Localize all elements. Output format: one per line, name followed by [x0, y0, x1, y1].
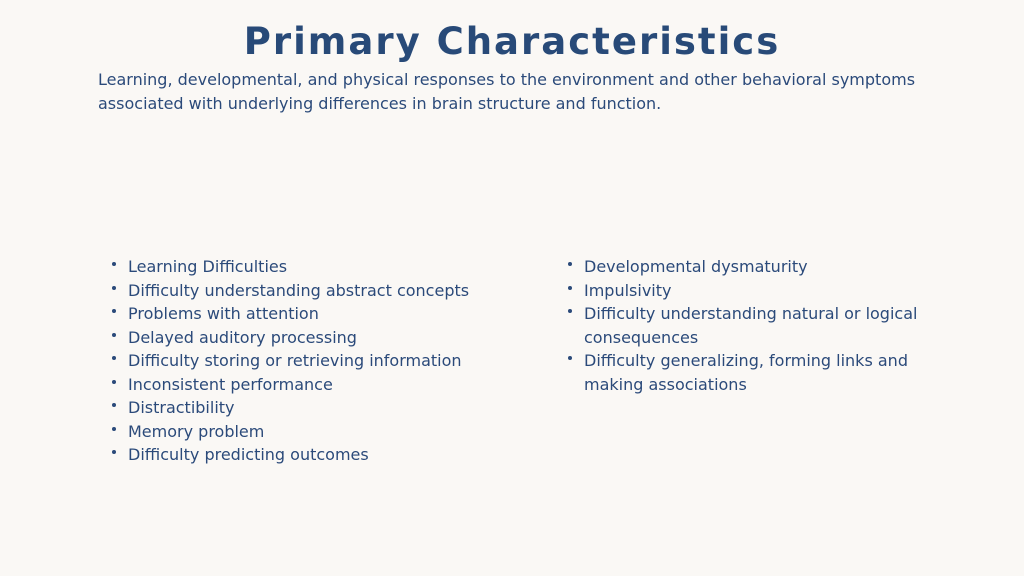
- right-bullet-list: [568, 255, 938, 396]
- list-item-text: Difficulty understanding natural or logical consequences: [584, 304, 918, 347]
- bullet-icon: [112, 427, 116, 431]
- list-item: [112, 302, 512, 326]
- bullet-icon: [112, 286, 116, 290]
- bullet-icon: [112, 262, 116, 266]
- list-item-text: Difficulty storing or retrieving information: [128, 351, 462, 370]
- list-item-text: Inconsistent performance: [128, 374, 333, 394]
- list-item: [112, 396, 512, 420]
- bullet-icon: [112, 309, 116, 313]
- list-item: [112, 420, 512, 444]
- bullet-icon: [112, 403, 116, 407]
- list-item: [112, 349, 512, 373]
- list-item-text: Difficulty generalizing, forming links and making associations: [584, 351, 908, 394]
- list-item: [112, 443, 512, 467]
- list-item: [112, 279, 512, 303]
- list-item-text: Difficulty predicting outcomes: [128, 445, 369, 464]
- list-item-text: Learning Difficulties: [128, 257, 288, 276]
- bullet-icon: [112, 356, 116, 360]
- list-item-text: Distractibility: [128, 398, 235, 417]
- bullet-icon: [112, 450, 116, 454]
- list-item-text: Difficulty understanding abstract concepts: [128, 280, 470, 300]
- list-item: [112, 255, 512, 279]
- list-item-text: Memory problem: [128, 421, 265, 441]
- slide-subtitle: Learning, developmental, and physical responses to the environment and other behavioral symptoms associated with underlying differences in brain structure and function.: [98, 70, 916, 113]
- list-item: [568, 255, 938, 279]
- slide-title: Primary Characteristics: [243, 20, 781, 63]
- list-item-text: Problems with attention: [128, 304, 319, 323]
- list-item-text: Developmental dysmaturity: [584, 257, 808, 276]
- list-item: [112, 373, 512, 397]
- list-item: [568, 279, 938, 303]
- left-bullet-list: [112, 255, 512, 467]
- list-item-text: Delayed auditory processing: [128, 327, 357, 347]
- list-item: [112, 326, 512, 350]
- bullet-icon: [568, 286, 572, 290]
- list-item: [568, 349, 938, 396]
- list-item-text: Impulsivity: [584, 280, 672, 300]
- list-item: [568, 302, 938, 349]
- bullet-icon: [568, 309, 572, 313]
- bullet-icon: [568, 356, 572, 360]
- bullet-icon: [112, 380, 116, 384]
- bullet-icon: [568, 262, 572, 266]
- bullet-icon: [112, 333, 116, 337]
